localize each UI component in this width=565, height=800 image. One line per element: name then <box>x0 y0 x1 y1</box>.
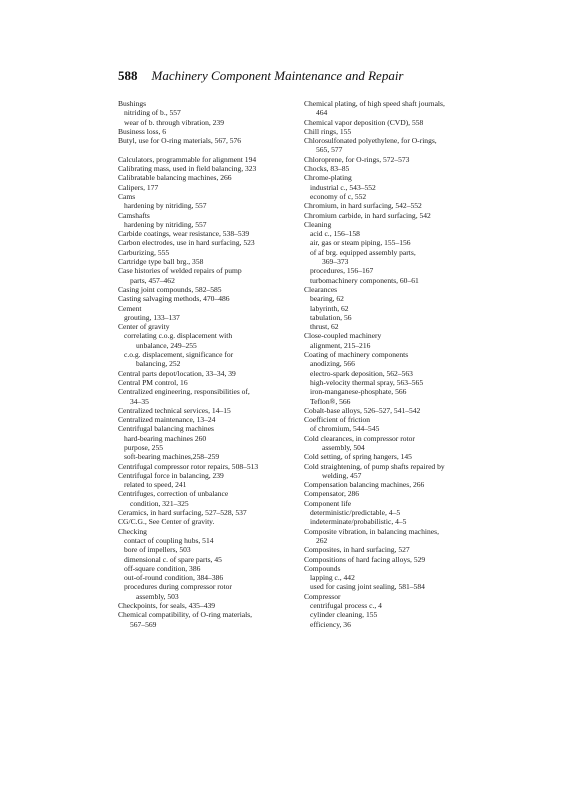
index-entry: Chloroprene, for O-rings, 572–573 <box>304 154 410 164</box>
index-entry: Chlorosulfonated polyethylene, for O-rings, <box>304 136 437 146</box>
index-entry: Business loss, 6 <box>118 126 167 136</box>
index-entry: Ceramics, in hard surfacing, 527–528, 537 <box>118 508 247 518</box>
index-entry: Camshafts <box>118 210 150 220</box>
index-subentry: parts, 457–462 <box>130 275 175 285</box>
index-subentry: of chromium, 544–545 <box>310 424 380 434</box>
index-subentry: balancing, 252 <box>136 359 181 369</box>
index-entry: Centralized maintenance, 13–24 <box>118 415 216 425</box>
index-entry: Cement <box>118 303 142 313</box>
index-subentry: dimensional c. of spare parts, 45 <box>124 554 222 564</box>
index-subentry: grouting, 133–137 <box>124 312 180 322</box>
page-header <box>118 67 404 85</box>
index-subentry: thrust, 62 <box>310 322 339 332</box>
index-entry: Compressor <box>304 591 341 601</box>
index-subentry: used for casing joint sealing, 581–584 <box>310 582 425 592</box>
index-subentry: 565, 577 <box>316 145 343 155</box>
index-entry: Compounds <box>304 563 341 573</box>
index-entry: Central parts depot/location, 33–34, 39 <box>118 368 236 378</box>
index-subentry: correlating c.o.g. displacement with <box>124 331 233 341</box>
index-subentry: off-square condition, 386 <box>124 563 201 573</box>
index-subentry: unbalance, 249–255 <box>136 340 197 350</box>
index-entry: Butyl, use for O-ring materials, 567, 576 <box>118 136 242 146</box>
index-subentry: c.o.g. displacement, significance for <box>124 350 234 360</box>
index-subentry: of af brg. equipped assembly parts, <box>310 247 416 257</box>
index-entry: Close-coupled machinery <box>304 331 382 341</box>
index-subentry: acid c., 156–158 <box>310 229 360 239</box>
index-subentry: Teflon®, 566 <box>310 396 351 406</box>
index-entry: Chemical plating, of high speed shaft journals, <box>304 99 445 108</box>
index-entry: Cams <box>118 191 136 201</box>
index-subentry: purpose, 255 <box>124 442 163 452</box>
index-subentry: hardening by nitriding, 557 <box>124 219 207 229</box>
entry-spacer <box>118 145 308 154</box>
index-subentry: soft-bearing machines,258–259 <box>124 452 220 462</box>
index-subentry: out-of-round condition, 384–386 <box>124 573 224 583</box>
index-entry: Cleaning <box>304 219 332 229</box>
index-subentry: alignment, 215–216 <box>310 340 371 350</box>
index-entry: Chromium, in hard surfacing, 542–552 <box>304 201 422 211</box>
index-entry: Composites, in hard surfacing, 527 <box>304 545 410 555</box>
index-subentry: industrial c., 543–552 <box>310 182 376 192</box>
index-subentry: cylinder cleaning, 155 <box>310 610 378 620</box>
index-subentry: 34–35 <box>130 396 149 406</box>
index-entry: Calibratable balancing machines, 266 <box>118 173 232 183</box>
index-subentry: centrifugal process c., 4 <box>310 601 382 611</box>
index-entry: Central PM control, 16 <box>118 377 188 387</box>
index-entry: Centrifugal balancing machines <box>118 424 214 434</box>
index-subentry: turbomachinery components, 60–61 <box>310 275 419 285</box>
index-subentry: iron-manganese-phosphate, 566 <box>310 387 407 397</box>
index-subentry: labyrinth, 62 <box>310 303 349 313</box>
index-entry: Coefficient of friction <box>304 415 371 425</box>
page-number: 588 <box>118 68 138 83</box>
index-entry: Centralized technical services, 14–15 <box>118 405 231 415</box>
index-entry: Cartridge type ball brg., 358 <box>118 257 204 267</box>
index-subentry: hardening by nitriding, 557 <box>124 201 207 211</box>
index-subentry: electro-spark deposition, 562–563 <box>310 368 413 378</box>
index-subentry: assembly, 504 <box>322 442 365 452</box>
index-subentry: hard-bearing machines 260 <box>124 433 207 443</box>
index-subentry: efficiency, 36 <box>310 619 351 629</box>
index-entry: Calibrating mass, used in field balancing, 323 <box>118 164 257 174</box>
index-subentry: lapping c., 442 <box>310 573 355 583</box>
index-entry: Compensation balancing machines, 266 <box>304 480 425 490</box>
index-entry: Carbon electrodes, use in hard surfacing, 523 <box>118 238 255 248</box>
index-entry: CG/C.G., See Center of gravity. <box>118 517 215 527</box>
index-subentry: condition, 321–325 <box>130 498 189 508</box>
index-subentry: bore of impellers, 503 <box>124 545 191 555</box>
index-subentry: 369–373 <box>322 257 349 267</box>
index-entry: Case histories of welded repairs of pump <box>118 266 242 276</box>
index-subentry: bearing, 62 <box>310 294 344 304</box>
index-subentry: wear of b. through vibration, 239 <box>124 117 224 127</box>
index-entry: Chrome-plating <box>304 173 352 183</box>
index-entry: Cold straightening, of pump shafts repaired by <box>304 461 445 471</box>
index-entry: Centralized engineering, responsibilities of, <box>118 387 250 397</box>
index-subentry: indeterminate/probabilistic, 4–5 <box>310 517 407 527</box>
index-entry: Calipers, 177 <box>118 182 159 192</box>
index-entry: Centrifugal compressor rotor repairs, 508–513 <box>118 461 259 471</box>
index-entry: Component life <box>304 498 352 508</box>
index-subentry: high-velocity thermal spray, 563–565 <box>310 377 424 387</box>
index-entry: Composite vibration, in balancing machines, <box>304 526 439 536</box>
index-subentry: deterministic/predictable, 4–5 <box>310 508 401 518</box>
index-entry: Chill rings, 155 <box>304 126 352 136</box>
index-entry: Clearances <box>304 284 338 294</box>
index-subentry: assembly, 503 <box>136 591 179 601</box>
index-entry: Chemical compatibility, of O-ring materials, <box>118 610 253 620</box>
index-entry: Casting salvaging methods, 470–486 <box>118 294 230 304</box>
index-entry: Bushings <box>118 99 147 108</box>
index-subentry: procedures during compressor rotor <box>124 582 232 592</box>
index-entry: Cobalt-base alloys, 526–527, 541–542 <box>304 405 421 415</box>
index-entry: Carbide coatings, wear resistance, 538–539 <box>118 229 250 239</box>
index-entry: Coating of machinery components <box>304 350 409 360</box>
book-title: Machinery Component Maintenance and Repair <box>151 68 404 83</box>
index-subentry: welding, 457 <box>322 470 362 480</box>
index-column-right <box>304 99 504 629</box>
index-subentry: procedures, 156–167 <box>310 266 374 276</box>
index-entry: Chocks, 83–85 <box>304 164 350 174</box>
index-entry: Center of gravity <box>118 322 170 332</box>
index-entry: Calculators, programmable for alignment 194 <box>118 154 257 164</box>
index-subentry: anodizing, 566 <box>310 359 355 369</box>
index-subentry: contact of coupling hubs, 514 <box>124 535 214 545</box>
index-entry: Casing joint compounds, 582–585 <box>118 284 222 294</box>
index-entry: Compositions of hard facing alloys, 529 <box>304 554 426 564</box>
index-subentry: 567–569 <box>130 619 157 629</box>
index-subentry: 464 <box>316 108 328 118</box>
index-entry: Cold clearances, in compressor rotor <box>304 433 415 443</box>
index-entry: Carburizing, 555 <box>118 247 170 257</box>
index-entry: Centrifuges, correction of unbalance <box>118 489 229 499</box>
index-subentry: 262 <box>316 535 328 545</box>
index-subentry: tabulation, 56 <box>310 312 352 322</box>
index-subentry: nitriding of b., 557 <box>124 108 181 118</box>
index-entry: Checking <box>118 526 147 536</box>
index-column-left <box>118 99 308 629</box>
index-entry: Chemical vapor deposition (CVD), 558 <box>304 117 424 127</box>
index-entry: Cold setting, of spring hangers, 145 <box>304 452 412 462</box>
index-subentry: related to speed, 241 <box>124 480 187 490</box>
index-subentry: air, gas or steam piping, 155–156 <box>310 238 411 248</box>
index-entry: Compensator, 286 <box>304 489 360 499</box>
index-entry: Checkpoints, for seals, 435–439 <box>118 601 216 611</box>
index-subentry: economy of c, 552 <box>310 191 367 201</box>
index-entry: Centrifugal force in balancing, 239 <box>118 470 224 480</box>
index-entry: Chromium carbide, in hard surfacing, 542 <box>304 210 431 220</box>
